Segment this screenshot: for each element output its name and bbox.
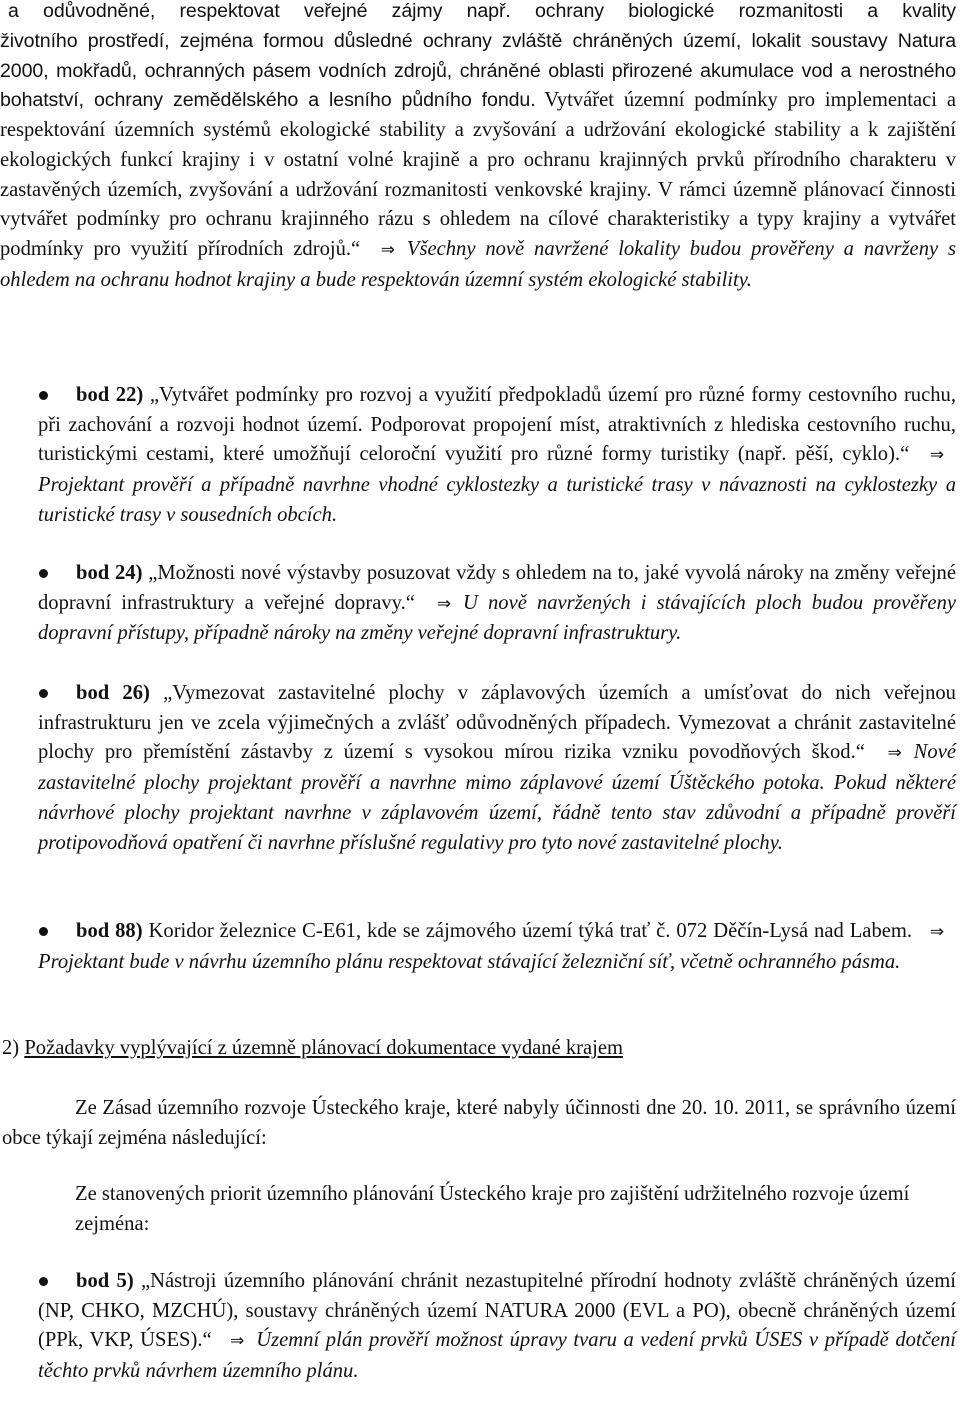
list-item <box>0 1267 960 1387</box>
item-text: „Nástroji územního plánování chránit nezastupitelné přírodní hodnoty zvláště chráněných území (NP, CHKO, MZCHÚ), soustavy chráněných území NATURA 2000 (EVL a PO), obecně chráněných území (PPk, VKP, ÚSES).“ <box>38 1270 956 1352</box>
section-title: Požadavky vyplývající z územně plánovací dokumentace vydané krajem <box>24 1037 624 1059</box>
double-right-arrow-icon: ⇒ <box>380 240 395 260</box>
intro-first-line: a odůvodněné, respektovat veřejné zájmy např. ochrany biologické rozmanitosti a kvality <box>8 0 956 22</box>
item-response: ⇒Projektant prověří a případně navrhne vhodné cyklostezky a turistické trasy v návaznosti na cyklostezky a turistické trasy v sousedních obcích. <box>38 443 956 525</box>
bullet-dot <box>39 1277 48 1286</box>
section-heading <box>2 1034 952 1064</box>
zur-paragraph: Ze Zásad územního rozvoje Ústeckého kraje, které nabyly účinnosti dne 20. 10. 2011, se správního území obce týkají zejména následující: <box>2 1097 956 1149</box>
item-response: ⇒Projektant bude v návrhu územního plánu respektovat stávající železniční síť, včetně ochranného pásma. <box>38 920 956 973</box>
bullet-list <box>0 381 960 1007</box>
bullet-dot <box>39 689 48 698</box>
intro-serif-text: Vytvářet územní podmínky pro implementaci a respektování územních systémů ekologické stability a zvyšování a udržování ekologické stability a k zajištění ekologických funkcí krajiny i v ostatní volné krajině a pro ochranu krajinných prvků přírodního charakteru v zastavěných územích, zvyšování a udržování rozmanitosti venkovské krajiny. V rámci územně plánovací činnosti vytvářet podmínky pro ochranu krajinného rázu s ohledem na cílové charakteristiky a typy krajiny a vytvářet podmínky pro využití přírodních zdrojů.“ <box>0 89 956 260</box>
item-text: „Možnosti nové výstavby posuzovat vždy s ohledem na to, jaké vyvolá nároky na změny veřejné dopravní infrastruktury a veřejné dopravy.“ <box>38 562 956 614</box>
bullet-dot <box>39 927 48 936</box>
item-label: bod 24) <box>76 562 143 584</box>
double-right-arrow-icon: ⇒ <box>436 593 452 614</box>
list-item <box>0 559 960 679</box>
item-text: Koridor železnice C-E61, kde se zájmového území týká trať č. 072 Děčín-Lysá nad Labem. <box>148 920 913 942</box>
bullet-list-2 <box>0 1267 960 1387</box>
intro-sans-text: životního prostředí, zejména formou důsledné ochrany zvláště chráněných území, lokalit soustavy Natura 2000, mokřadů, ochranných pásem vodních zdrojů, chráněné oblasti přirozené akumulace vod a nerostného bohatství, ochrany zemědělského a lesního půdního fondu. <box>0 29 956 112</box>
item-response: ⇒ Nové zastavitelné plochy projektant prověří a navrhne mimo záplavové území Úštěckého potoka. Pokud některé návrhové plochy projektant navrhne v záplavovém území, řádně tento stav zdůvodní a případně prověří protipovodňová opatření či navrhne příslušné regulativy pro tyto nové zastavitelné plochy. <box>38 741 956 854</box>
item-response: ⇒ U nově navržených i stávajících ploch budou prověřeny dopravní přístupy, případně nároky na změny veřejné dopravní infrastruktury. <box>38 591 957 645</box>
priority-paragraph: Ze stanovených priorit územního plánování Ústeckého kraje pro zajištění udržitelného rozvoje území zejména: <box>75 1183 910 1235</box>
double-right-arrow-icon: ⇒ <box>929 445 945 466</box>
item-response: ⇒ Územní plán prověří možnost úpravy tvaru a vedení prvků ÚSES v případě dotčení těchto prvků návrhem územního plánu. <box>38 1329 956 1383</box>
item-label: bod 26) <box>76 682 150 704</box>
list-item <box>0 917 960 1007</box>
double-right-arrow-icon: ⇒ <box>230 1331 245 1352</box>
list-item <box>0 679 960 917</box>
intro-body <box>0 27 956 296</box>
intro-response: ⇒ Všechny nově navržené lokality budou prověřeny a navrženy s ohledem na ochranu hodnot krajiny a bude respektován územní systém ekologické stability. <box>0 238 956 291</box>
section-number: 2) <box>2 1037 20 1059</box>
list-item <box>0 381 960 559</box>
item-label: bod 88) <box>76 920 143 942</box>
item-label: bod 5) <box>76 1270 134 1292</box>
double-right-arrow-icon: ⇒ <box>929 922 945 942</box>
double-right-arrow-icon: ⇒ <box>887 743 902 764</box>
bullet-dot <box>39 391 48 400</box>
item-label: bod 22) <box>76 384 144 406</box>
item-text: „Vymezovat zastavitelné plochy v záplavových územích a umísťovat do nich veřejnou infrastrukturu jen ve zcela výjimečných a zvlášť odůvodněných případech. Vymezovat a chránit zastavitelné plochy pro přemístění zástavby z území s vysokou mírou rizika vzniku povodňových škod.“ <box>38 682 956 764</box>
bullet-dot <box>39 569 48 578</box>
intro-paragraph <box>0 0 956 295</box>
item-text: „Vytvářet podmínky pro rozvoj a využití předpokladů území pro různé formy cestovního ruchu, při zachování a rozvoji hodnot území. Podporovat propojení míst, atraktivních z hlediska cestovního ruchu, turistickými cestami, které umožňují celoroční využití pro různé formy turistiky (např. pěší, cyklo).“ <box>38 384 956 466</box>
